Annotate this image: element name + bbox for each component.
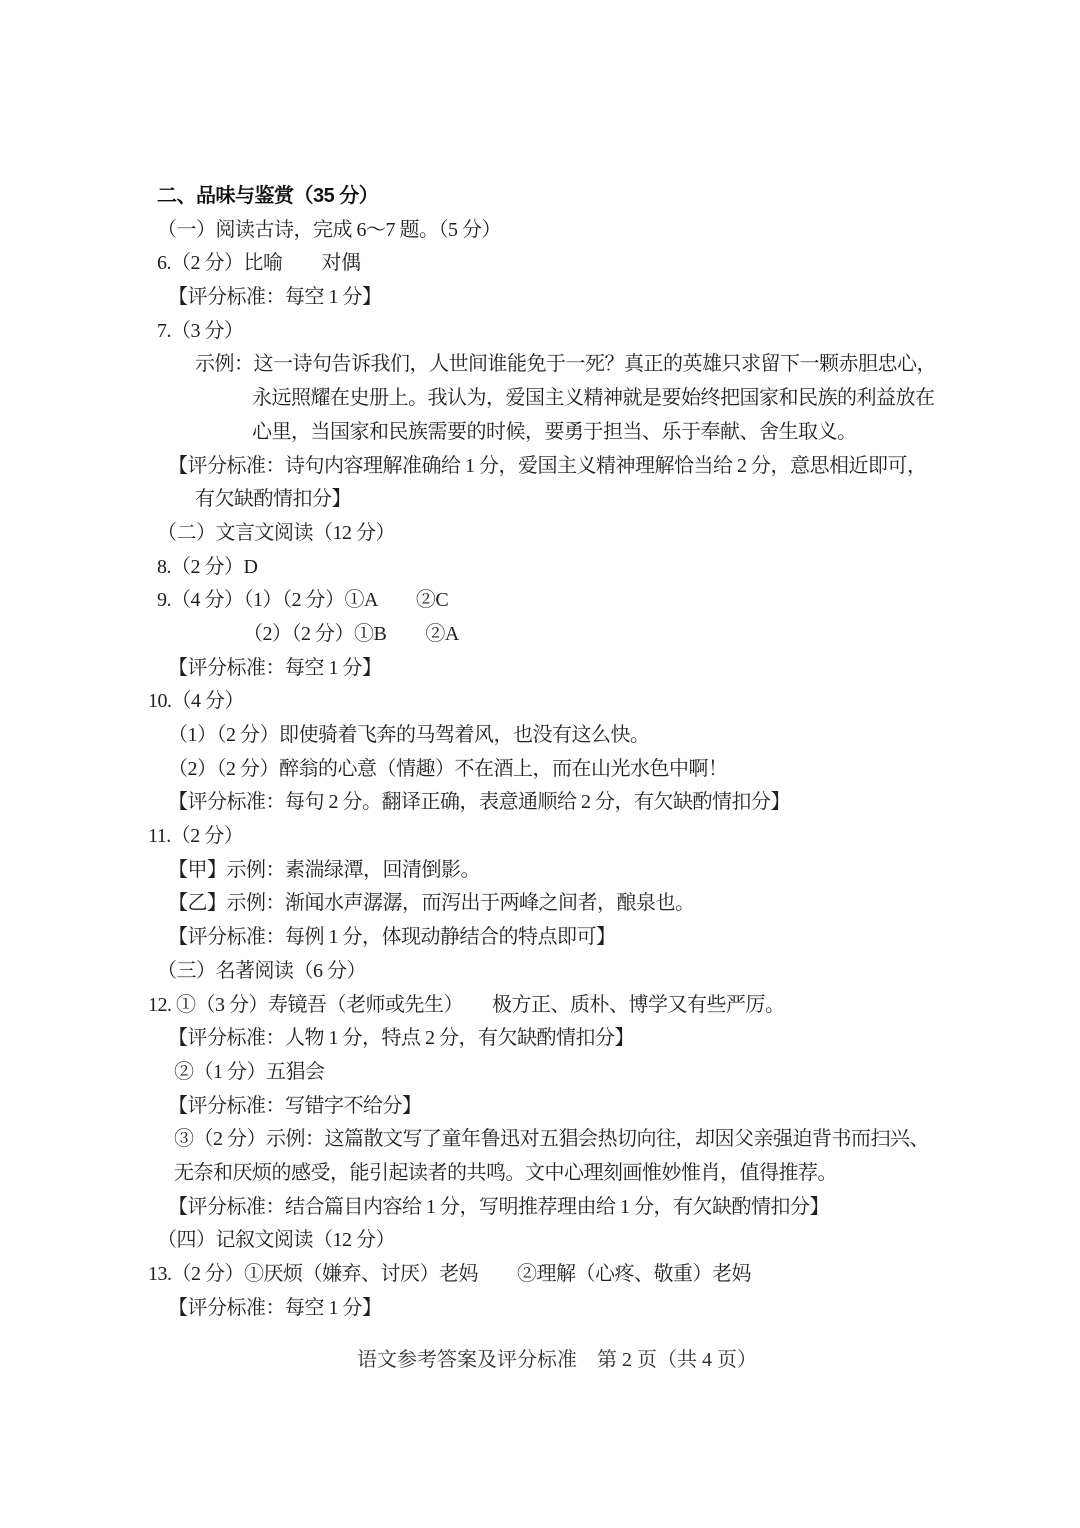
answer-line: （1）（2 分）即使骑着飞奔的马驾着风，也没有这么快。 xyxy=(168,724,650,746)
answer-line: 【评分标准：人物 1 分，特点 2 分，有欠缺酌情扣分】 xyxy=(168,1027,634,1050)
answer-line: 【评分标准：每空 1 分】 xyxy=(168,286,382,309)
answer-line: 心里，当国家和民族需要的时候，要勇于担当、乐于奉献、舍生取义。 xyxy=(252,420,857,443)
answer-line: （三）名著阅读（6 分） xyxy=(157,959,366,982)
answer-line: 【评分标准：诗句内容理解准确给 1 分，爱国主义精神理解恰当给 2 分，意思相近即可， xyxy=(168,454,927,477)
answer-line: 【乙】示例：渐闻水声潺潺，而泻出于两峰之间者，酿泉也。 xyxy=(168,892,695,915)
answer-line: 11.（2 分） xyxy=(148,825,244,848)
answer-line: 13.（2 分）①厌烦（嫌弃、讨厌）老妈 ②理解（心疼、敬重）老妈 xyxy=(148,1263,751,1285)
answer-line: 【评分标准：写错字不给分】 xyxy=(168,1094,422,1117)
answer-line: ②（1 分）五猖会 xyxy=(174,1060,325,1083)
answer-line: 9.（4 分）（1）（2 分）①A ②C xyxy=(157,589,449,612)
answer-line: 【评分标准：每句 2 分。翻译正确，表意通顺给 2 分，有欠缺酌情扣分】 xyxy=(168,791,790,814)
answer-line: 8.（2 分）D xyxy=(157,555,258,578)
section-heading: 二、品味与鉴赏（35 分） xyxy=(157,185,379,207)
answer-line: 6.（2 分）比喻 对偶 xyxy=(157,252,361,275)
answer-line: 【评分标准：结合篇目内容给 1 分，写明推荐理由给 1 分，有欠缺酌情扣分】 xyxy=(168,1195,829,1218)
answer-line: 【甲】示例：素湍绿潭，回清倒影。 xyxy=(168,858,480,881)
answer-line: ③（2 分）示例：这篇散文写了童年鲁迅对五猖会热切向往，却因父亲强迫背书而扫兴、 xyxy=(174,1128,929,1151)
answer-line: 永远照耀在史册上。我认为，爱国主义精神就是要始终把国家和民族的利益放在 xyxy=(252,387,935,410)
answer-key-body xyxy=(148,180,1028,1325)
answer-line: （一）阅读古诗，完成 6～7 题。（5 分） xyxy=(157,218,501,241)
answer-line: （2）（2 分）醉翁的心意（情趣）不在酒上，而在山光水色中啊！ xyxy=(168,757,728,780)
answer-line: （四）记叙文阅读（12 分） xyxy=(157,1229,395,1252)
answer-line: 示例：这一诗句告诉我们，人世间谁能免于一死？真正的英雄只求留下一颗赤胆忠心， xyxy=(195,353,936,376)
answer-line: 【评分标准：每空 1 分】 xyxy=(168,656,382,679)
footer-doc-title: 语文参考答案及评分标准 xyxy=(357,1349,577,1371)
answer-line: （2）（2 分）①B ②A xyxy=(243,622,459,645)
answer-line: 12. ①（3 分）寿镜吾（老师或先生） 极方正、质朴、博学又有些严厉。 xyxy=(148,993,785,1016)
page-footer xyxy=(17,1347,1080,1373)
answer-line: 【评分标准：每例 1 分，体现动静结合的特点即可】 xyxy=(168,926,616,949)
answer-line: 【评分标准：每空 1 分】 xyxy=(168,1296,382,1319)
answer-line: 有欠缺酌情扣分】 xyxy=(195,488,351,511)
answer-line: 10.（4 分） xyxy=(148,690,244,713)
footer-page-label: 第 2 页（共 4 页） xyxy=(597,1349,757,1371)
answer-line: （二）文言文阅读（12 分） xyxy=(157,521,395,544)
answer-line: 无奈和厌烦的感受，能引起读者的共鸣。文中心理刻画惟妙惟肖，值得推荐。 xyxy=(174,1161,837,1184)
answer-line: 7.（3 分） xyxy=(157,319,244,342)
